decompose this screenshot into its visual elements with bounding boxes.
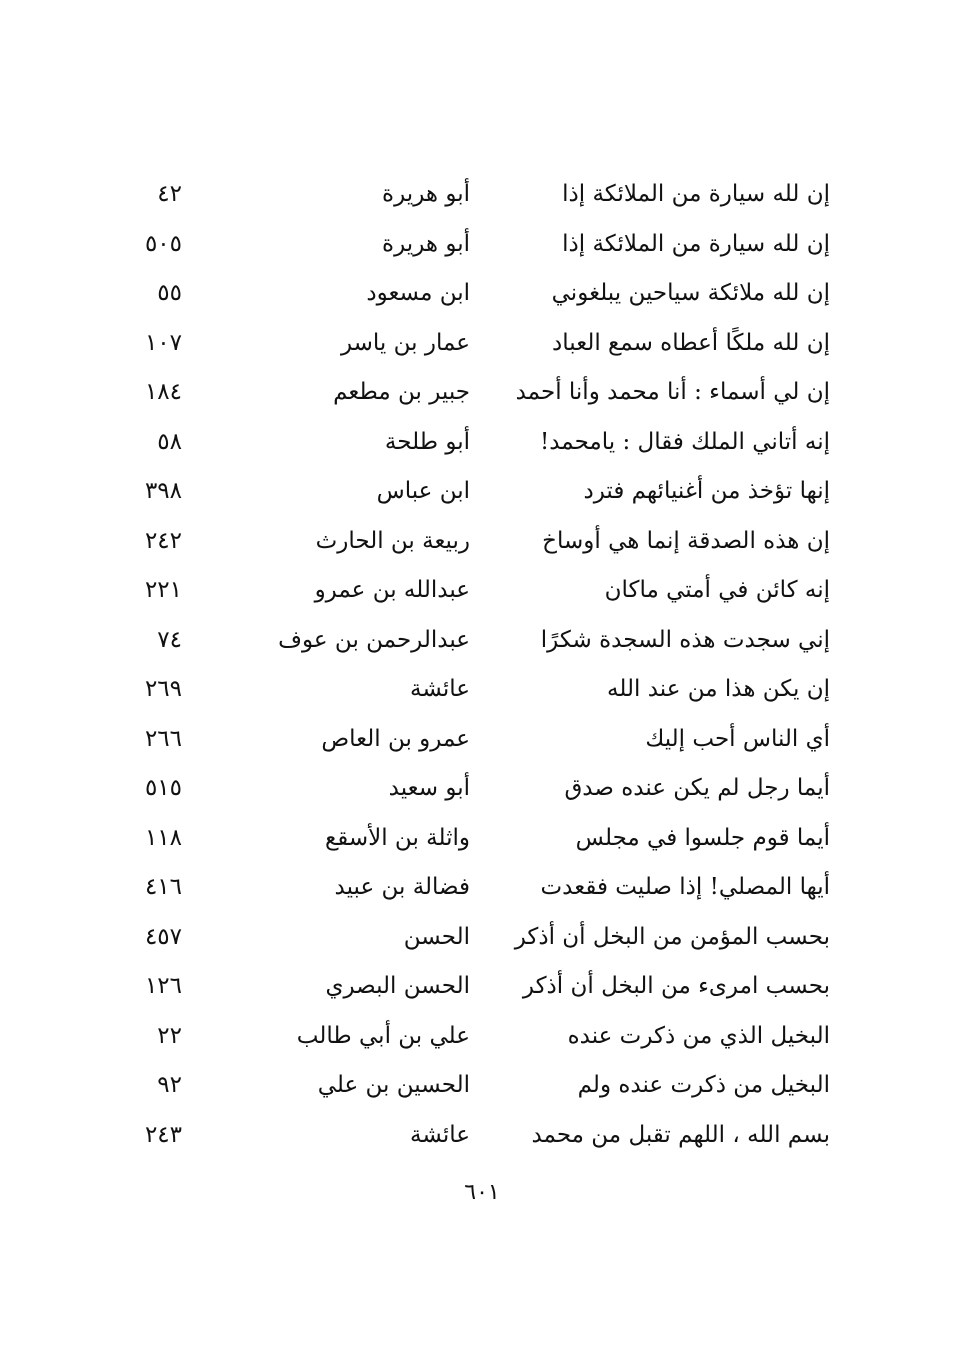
hadith-text: إنه أتاني الملك فقال : يامحمد! xyxy=(539,428,830,455)
narrator-name: فضالة بن عبيد xyxy=(334,874,470,900)
index-row xyxy=(130,814,830,864)
index-row xyxy=(130,170,830,220)
narrator-name: علي بن أبي طالب xyxy=(296,1022,470,1049)
hadith-text: إنها تؤخذ من أغنيائهم فترد xyxy=(583,478,830,504)
narrator-name: عبدالله بن عمرو xyxy=(314,577,470,603)
index-row xyxy=(130,1111,830,1161)
reference-page-number: ١١٨ xyxy=(144,824,182,851)
reference-page-number: ٤٢ xyxy=(157,181,182,207)
narrator-name: عائشة xyxy=(410,676,470,702)
index-row xyxy=(130,269,830,319)
hadith-index-table xyxy=(130,170,830,1160)
hadith-text: إن لله سيارة من الملائكة إذا xyxy=(562,181,830,207)
index-row xyxy=(130,863,830,913)
index-row xyxy=(130,913,830,963)
narrator-name: ابن مسعود xyxy=(366,280,470,306)
reference-page-number: ٤١٦ xyxy=(144,874,182,900)
narrator-name: عبدالرحمن بن عوف xyxy=(278,626,470,653)
hadith-text: إنه كائن في أمتي ماكان xyxy=(604,577,830,603)
reference-page-number: ١٨٤ xyxy=(144,379,182,405)
reference-page-number: ٢٦٦ xyxy=(144,725,182,752)
reference-page-number: ٥٥ xyxy=(157,280,182,306)
reference-page-number: ٢٢ xyxy=(157,1022,182,1049)
hadith-text: إن لله ملكًا أعطاه سمع العباد xyxy=(552,329,830,356)
reference-page-number: ٢٤٢ xyxy=(144,527,182,554)
reference-page-number: ٥٠٥ xyxy=(144,230,182,257)
index-row xyxy=(130,1061,830,1111)
narrator-name: الحسن xyxy=(403,923,470,950)
hadith-text: إن لي أسماء : أنا محمد وأنا أحمد xyxy=(515,379,830,405)
reference-page-number: ٩٢ xyxy=(157,1072,182,1098)
index-row xyxy=(130,418,830,468)
reference-page-number: ٣٩٨ xyxy=(144,478,182,504)
hadith-text: أيها المصلي! إذا صليت فقعدت xyxy=(540,874,830,900)
index-row xyxy=(130,715,830,765)
index-row xyxy=(130,764,830,814)
hadith-text: أي الناس أحب إليك xyxy=(645,725,830,752)
narrator-name: أبو هريرة xyxy=(382,181,470,207)
narrator-name: أبو سعيد xyxy=(388,775,470,801)
index-row xyxy=(130,566,830,616)
narrator-name: ابن عباس xyxy=(376,478,470,504)
hadith-text: بحسب امرىء من البخل أن أذكر xyxy=(522,973,830,999)
hadith-text: البخيل من ذكرت عنده ولم xyxy=(577,1072,830,1098)
hadith-text: إن لله ملائكة سياحين يبلغوني xyxy=(551,280,830,306)
index-row xyxy=(130,319,830,369)
index-row xyxy=(130,1012,830,1062)
index-row xyxy=(130,616,830,666)
reference-page-number: ٢٤٣ xyxy=(144,1121,182,1148)
narrator-name: الحسين بن علي xyxy=(317,1072,470,1098)
narrator-name: ربيعة بن الحارث xyxy=(315,527,470,554)
reference-page-number: ٤٥٧ xyxy=(144,923,182,950)
narrator-name: أبو طلحة xyxy=(384,428,470,455)
narrator-name: عمرو بن العاص xyxy=(321,725,470,752)
index-row xyxy=(130,467,830,517)
hadith-text: أيما قوم جلسوا في مجلس xyxy=(575,824,830,851)
hadith-text: إن لله سيارة من الملائكة إذا xyxy=(562,230,830,257)
reference-page-number: ١٢٦ xyxy=(144,973,182,999)
hadith-text: إني سجدت هذه السجدة شكرًا xyxy=(540,626,830,653)
reference-page-number: ١٠٧ xyxy=(144,329,182,356)
reference-page-number: ٥٨ xyxy=(157,428,182,455)
narrator-name: عائشة xyxy=(410,1121,470,1148)
hadith-text: بحسب المؤمن من البخل أن أذكر xyxy=(514,923,830,950)
narrator-name: أبو هريرة xyxy=(382,230,470,257)
hadith-text: بسم الله ، اللهم تقبل من محمد xyxy=(531,1121,830,1148)
narrator-name: جبير بن مطعم xyxy=(333,379,470,405)
hadith-text: أيما رجل لم يكن عنده صدق xyxy=(564,775,830,801)
reference-page-number: ٢٦٩ xyxy=(144,676,182,702)
hadith-text: إن هذه الصدقة إنما هي أوساخ xyxy=(542,527,830,554)
reference-page-number: ٧٤ xyxy=(157,626,182,653)
narrator-name: واثلة بن الأسقع xyxy=(324,824,470,851)
index-row xyxy=(130,368,830,418)
index-row xyxy=(130,962,830,1012)
page-number: ٦٠١ xyxy=(464,1180,500,1205)
narrator-name: عمار بن ياسر xyxy=(340,329,470,356)
reference-page-number: ٥١٥ xyxy=(144,775,182,801)
index-row xyxy=(130,665,830,715)
hadith-text: البخيل الذي من ذكرت عنده xyxy=(567,1022,830,1049)
index-row xyxy=(130,517,830,567)
reference-page-number: ٢٢١ xyxy=(144,577,182,603)
hadith-text: إن يكن هذا من عند الله xyxy=(607,676,830,702)
narrator-name: الحسن البصري xyxy=(325,973,470,999)
index-row xyxy=(130,220,830,270)
